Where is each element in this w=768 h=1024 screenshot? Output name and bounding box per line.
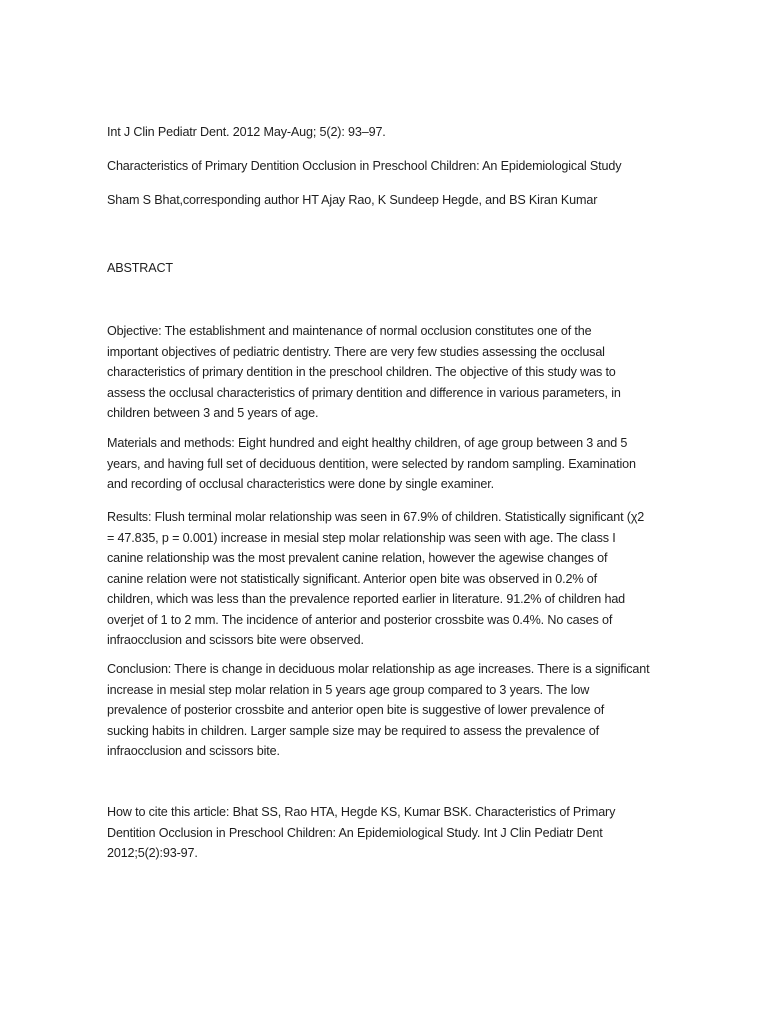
results-line: canine relation were not statistically significant. Anterior open bite was observed in 0.2% of (107, 571, 597, 586)
results-line: children, which was less than the prevalence reported earlier in literature. 91.2% of children had (107, 592, 626, 606)
abstract-heading: ABSTRACT (107, 261, 173, 275)
results-line: Results: Flush terminal molar relationship was seen in 67.9% of children. Statistically significant (χ2 (107, 510, 645, 524)
results-line: canine relationship was the most prevalent canine relation, however the agewise changes of (107, 551, 608, 565)
article-title: Characteristics of Primary Dentition Occlusion in Preschool Children: An Epidemiological Study (107, 159, 622, 173)
objective-line: assess the occlusal characteristics of primary dentition and difference in various parameters, in (107, 385, 621, 400)
results-line: infraocclusion and scissors bite were observed. (107, 633, 364, 647)
methods-line: Materials and methods: Eight hundred and eight healthy children, of age group between 3 and 5 (107, 436, 628, 450)
author-list: Sham S Bhat,corresponding author HT Ajay Rao, K Sundeep Hegde, and BS Kiran Kumar (107, 193, 598, 207)
objective-paragraph (107, 321, 667, 424)
how-to-cite-line: How to cite this article: Bhat SS, Rao HTA, Hegde KS, Kumar BSK. Characteristics of Primary (107, 805, 616, 819)
objective-line: children between 3 and 5 years of age. (107, 406, 319, 420)
how-to-cite-paragraph (107, 802, 667, 864)
results-paragraph (107, 507, 667, 651)
objective-line: important objectives of pediatric dentistry. There are very few studies assessing the occlusal (107, 344, 605, 359)
methods-line: and recording of occlusal characteristics were done by single examiner. (107, 477, 494, 491)
conclusion-line: increase in mesial step molar relation in 5 years age group compared to 3 years. The low (107, 682, 590, 697)
objective-line: Objective: The establishment and maintenance of normal occlusion constitutes one of the (107, 324, 592, 338)
results-line: = 47.835, p = 0.001) increase in mesial step molar relationship was seen with age. The class I (107, 530, 616, 545)
objective-line: characteristics of primary dentition in the preschool children. The objective of this study was to (107, 365, 616, 379)
how-to-cite-line: 2012;5(2):93-97. (107, 846, 198, 860)
conclusion-line: sucking habits in children. Larger sample size may be required to assess the prevalence of (107, 723, 599, 738)
conclusion-line: prevalence of posterior crossbite and anterior open bite is suggestive of lower prevalence of (107, 703, 605, 717)
conclusion-line: Conclusion: There is change in deciduous molar relationship as age increases. There is a significant (107, 662, 650, 676)
methods-paragraph (107, 433, 667, 495)
journal-citation: Int J Clin Pediatr Dent. 2012 May-Aug; 5(2): 93–97. (107, 125, 386, 139)
methods-line: years, and having full set of deciduous dentition, were selected by random sampling. Examination (107, 456, 636, 471)
conclusion-line: infraocclusion and scissors bite. (107, 744, 280, 758)
results-line: overjet of 1 to 2 mm. The incidence of anterior and posterior crossbite was 0.4%. No cases of (107, 612, 613, 627)
how-to-cite-line: Dentition Occlusion in Preschool Children: An Epidemiological Study. Int J Clin Pediatr Dent (107, 825, 603, 840)
conclusion-paragraph (107, 659, 667, 762)
